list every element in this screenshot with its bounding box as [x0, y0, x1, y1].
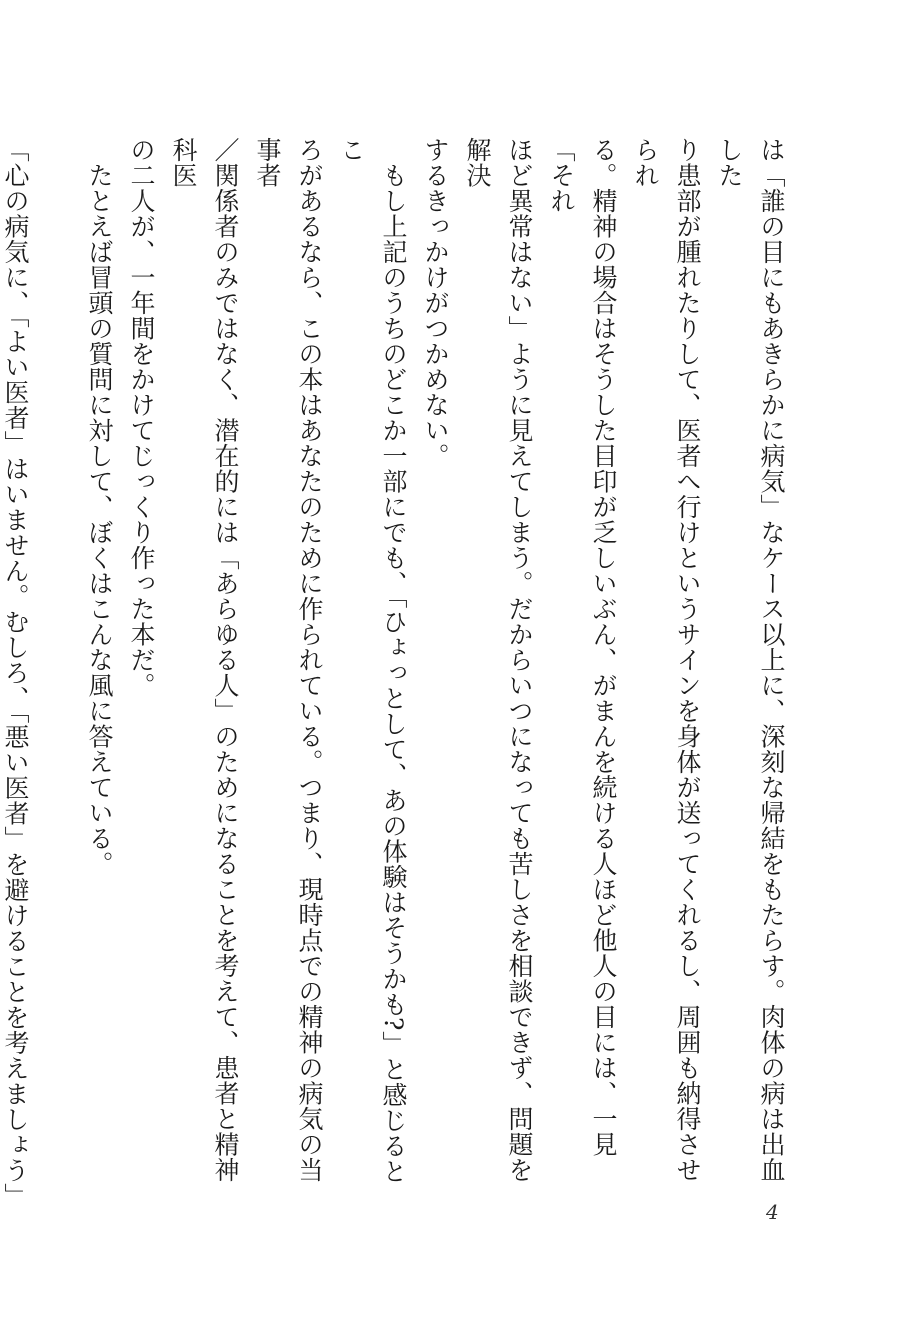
text-line: ／関係者のみではなく、潜在的には「あらゆる人」のためになることを考えて、患者と精神科医 — [169, 137, 240, 1183]
text-line: は「誰の目にもあきらかに病気」なケース以上に、深刻な帰結をもたらす。肉体の病は出血した — [715, 137, 786, 1183]
text-line: ほど異常はない」ように見えてしまう。だからいつになっても苦しさを相談できず、問題を解決 — [463, 137, 534, 1183]
text-line: ろがあるなら、この本はあなたのために作られている。つまり、現時点での精神の病気の当事者 — [253, 137, 324, 1183]
text-line: もし上記のうちのどこか一部にでも、「ひょっとして、あの体験はそうかも?」と感じるとこ — [337, 137, 408, 1184]
text-line: る。精神の場合はそうした目印が乏しいぶん、がまんを続ける人ほど他人の目には、一見「それ — [547, 137, 618, 1157]
text-line: り患部が腫れたりして、医者へ行けというサインを身体が送ってくれるし、周囲も納得させられ — [631, 137, 702, 1183]
body-text — [1, 137, 792, 1209]
text-line: の二人が、一年間をかけてじっくり作った本だ。 — [127, 137, 156, 698]
text-line: するきっかけがつかめない。 — [421, 137, 450, 469]
quote-line: 「心の病気に、「よい医者」はいません。むしろ、「悪い医者」を避けることを考えましょう」 — [1, 137, 30, 1209]
blank-line — [36, 137, 78, 1197]
text-line: たとえば冒頭の質問に対して、ぼくはこんな風に答えている。 — [85, 137, 114, 877]
page-number: 4 — [766, 1200, 779, 1224]
